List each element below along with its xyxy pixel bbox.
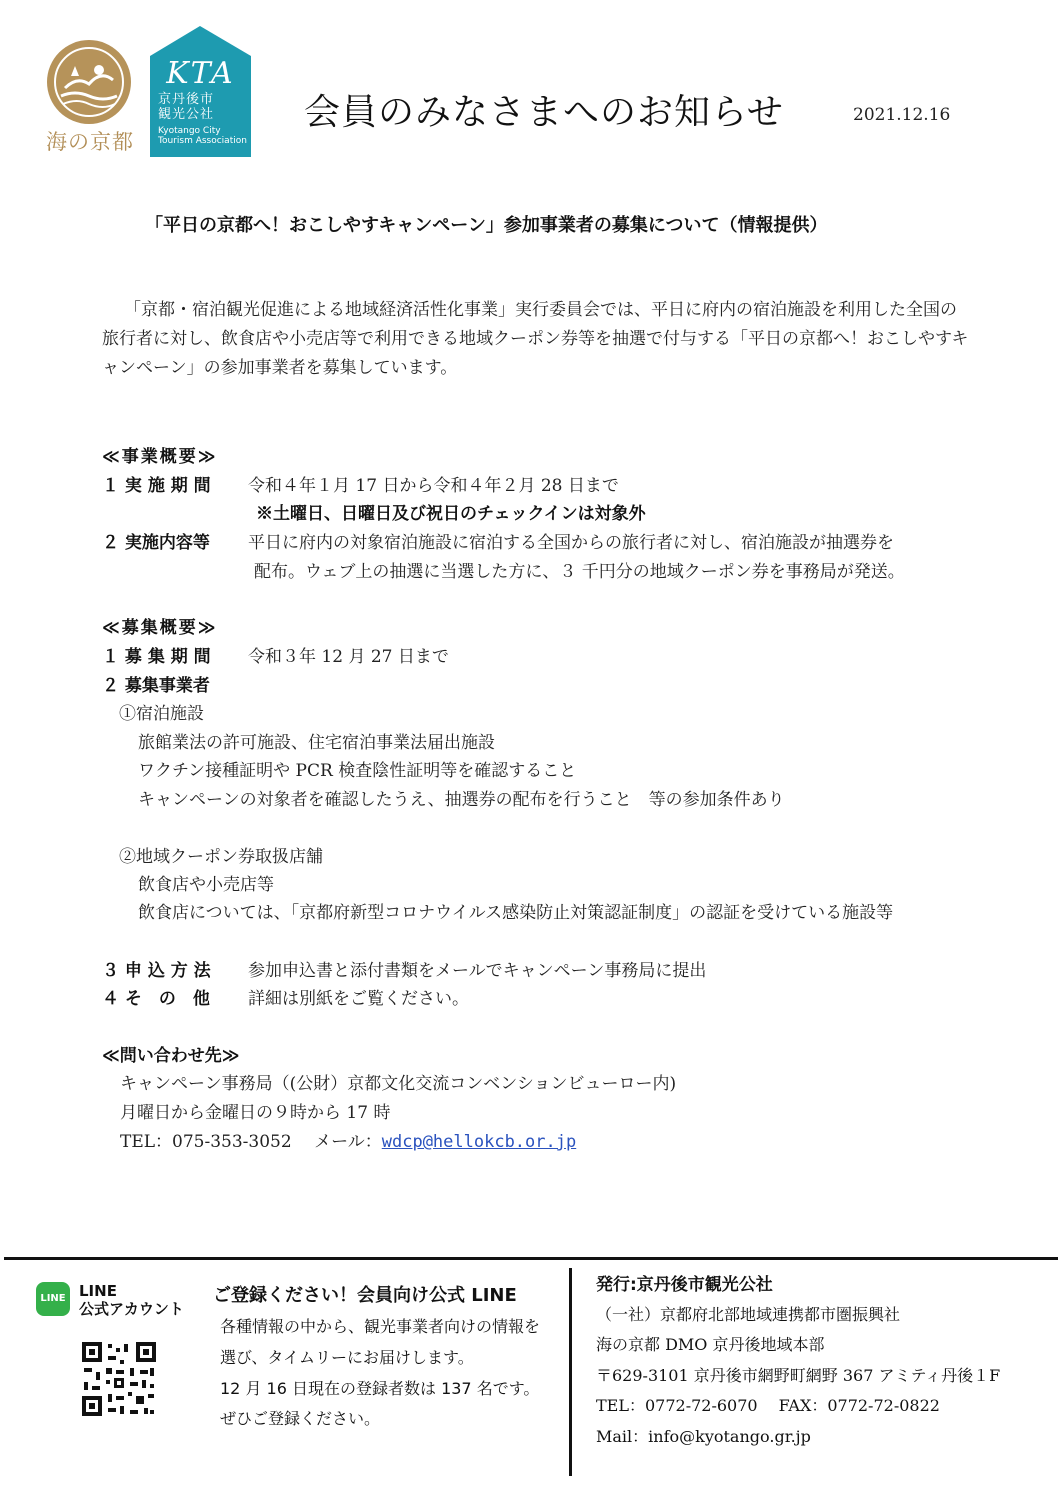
line-body3: 12 月 16 日現在の登録者数は 137 名です。 xyxy=(220,1379,540,1398)
line-body1: 各種情報の中から、観光事業者向けの情報を xyxy=(220,1317,541,1336)
publisher-tel-fax: TEL：0772-72-6070 FAX：0772-72-0822 xyxy=(596,1396,940,1415)
contact-tel-line xyxy=(120,1127,576,1152)
publisher-address: 〒629-3101 京丹後市網野町網野 367 アミティ丹後１F xyxy=(596,1366,1001,1385)
shop-line2: 飲食店については、「京都府新型コロナウイルス感染防止対策認証制度」の認証を受けている施設等 xyxy=(138,903,894,923)
line-body2: 選び、タイムリーにお届けします。 xyxy=(220,1348,474,1367)
overview-period-label: １ 実 施 期 間 xyxy=(102,476,211,496)
footer-column-divider xyxy=(569,1268,572,1476)
kta-logo-name-line2: 観光公社 xyxy=(158,107,215,122)
other-value: 詳細は別紙をご覧ください。 xyxy=(248,989,469,1009)
line-heading: ご登録ください！会員向け公式 LINE xyxy=(213,1285,517,1306)
lodging-line3: キャンペーンの対象者を確認したうえ、抽選券の配布を行うこと 等の参加条件あり xyxy=(138,790,785,810)
lodging-line2: ワクチン接種証明や PCR 検査陰性証明等を確認すること xyxy=(138,761,577,781)
kta-logo-eng-line1: Kyotango City xyxy=(158,126,221,136)
line-icon-text: LINE xyxy=(40,1293,66,1304)
line-brand-line1: LINE xyxy=(79,1282,117,1300)
contact-heading: ≪問い合わせ先≫ xyxy=(102,1046,240,1066)
line-official-account-label xyxy=(79,1282,184,1318)
publisher-line2: 海の京都 DMO 京丹後地域本部 xyxy=(596,1335,825,1354)
apply-value: 参加申込書と添付書類をメールでキャンペーン事務局に提出 xyxy=(248,961,707,981)
intro-paragraph: 「京都・宿泊観光促進による地域経済活性化事業」実行委員会では、平日に府内の宿泊施設を利用した全国の旅行者に対し、飲食店や小売店等で利用できる地域クーポン券等を抽選で付与する「平日の京都へ！おこしやすキャンペーン」の参加事業者を募集しています。 xyxy=(102,300,969,378)
publisher-line1: （一社）京都府北部地域連携都市圏振興社 xyxy=(596,1305,901,1324)
kta-logo-eng-line2: Tourism Association xyxy=(158,136,247,146)
overview-content-label: ２ 実施内容等 xyxy=(102,533,210,553)
kta-logo-english xyxy=(158,126,248,146)
recruit-heading: ≪募集概要≫ xyxy=(102,618,218,638)
kta-logo-name xyxy=(158,92,246,122)
contact-tel-text: TEL：075-353-3052 メール： xyxy=(120,1132,382,1152)
publisher-heading: 発行:京丹後市観光公社 xyxy=(596,1275,773,1295)
line-brand-line2: 公式アカウント xyxy=(79,1300,184,1318)
notice-subtitle: 「平日の京都へ！おこしやすキャンペーン」参加事業者の募集について（情報提供） xyxy=(145,215,828,236)
line-body4: ぜひご登録ください。 xyxy=(220,1409,381,1428)
publisher-mail[interactable]: Mail：info@kyotango.gr.jp xyxy=(596,1427,811,1446)
shop-line1: 飲食店や小売店等 xyxy=(138,875,274,895)
contact-hours: 月曜日から金曜日の９時から 17 時 xyxy=(120,1103,391,1123)
other-label: ４ そ の 他 xyxy=(102,989,210,1009)
kta-logo xyxy=(150,26,251,157)
apply-label: ３ 申 込 方 法 xyxy=(102,961,211,981)
issue-date: 2021.12.16 xyxy=(853,105,951,125)
contact-email-link[interactable]: wdcp@hellokcb.or.jp xyxy=(381,1132,577,1152)
overview-content-line1: 平日に府内の対象宿泊施設に宿泊する全国からの旅行者に対し、宿泊施設が抽選券を xyxy=(248,533,894,553)
umi-logo-caption: 海の京都 xyxy=(46,130,134,154)
overview-heading: ≪事業概要≫ xyxy=(102,447,218,467)
lodging-line1: 旅館業法の許可施設、住宅宿泊事業法届出施設 xyxy=(138,733,495,753)
lodging-heading: ①宿泊施設 xyxy=(119,704,204,724)
page-title: 会員のみなさまへのお知らせ xyxy=(304,92,784,133)
kta-logo-name-line1: 京丹後市 xyxy=(158,92,215,107)
recruit-period-label: １ 募 集 期 間 xyxy=(102,647,211,667)
overview-period-note: ※土曜日、日曜日及び祝日のチェックインは対象外 xyxy=(256,504,646,524)
shop-heading: ②地域クーポン券取扱店舗 xyxy=(119,847,323,867)
recruit-period-value: 令和３年 12 月 27 日まで xyxy=(248,647,449,667)
overview-period-value: 令和４年１月 17 日から令和４年２月 28 日まで xyxy=(248,476,619,496)
contact-office: キャンペーン事務局（(公財）京都文化交流コンベンションビューロー内) xyxy=(120,1074,677,1094)
qr-code-icon[interactable] xyxy=(80,1340,158,1418)
line-app-icon xyxy=(36,1282,70,1316)
umi-no-kyoto-logo xyxy=(44,40,134,160)
footer-divider xyxy=(4,1257,1058,1260)
kta-logo-mark: KTA xyxy=(166,56,235,91)
overview-content-line2: 配布。ウェブ上の抽選に当選した方に、３ 千円分の地域クーポン券を事務局が発送。 xyxy=(254,562,905,582)
recruit-target-label: ２ 募集事業者 xyxy=(102,676,210,696)
umi-logo-emblem xyxy=(47,40,131,124)
